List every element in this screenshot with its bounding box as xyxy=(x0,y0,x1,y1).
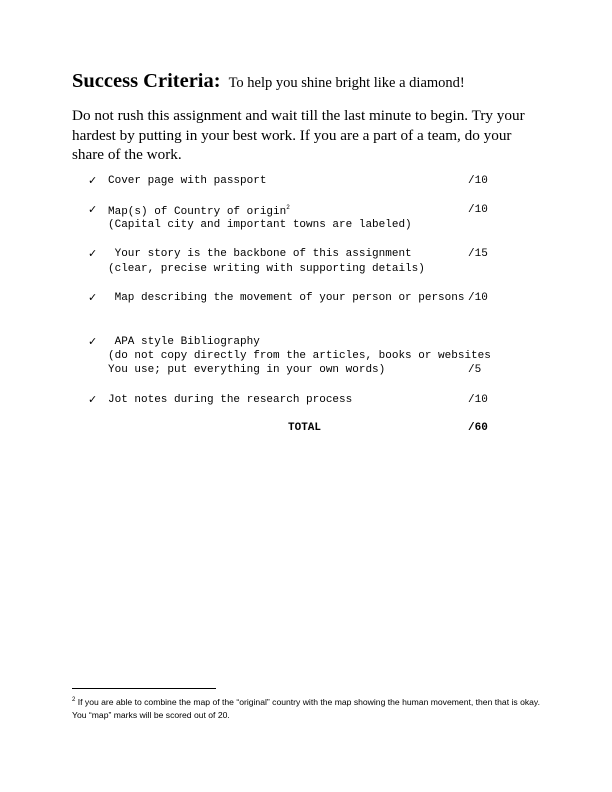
heading-subtitle: To help you shine bright like a diamond! xyxy=(228,75,465,91)
total-score: /60 xyxy=(468,422,488,434)
criteria-item-score: /15 xyxy=(468,248,488,260)
success-criteria-heading xyxy=(72,70,465,93)
criteria-item-text xyxy=(108,204,290,218)
total-label: TOTAL xyxy=(288,422,322,434)
criteria-item-detail: (Capital city and important towns are labeled) xyxy=(108,219,412,231)
criteria-item-score: /10 xyxy=(468,394,488,406)
footnote-text: If you are able to combine the map of the “original” country with the map showing the human movement, then that is okay. You “map” marks will be scored out of 20. xyxy=(72,697,540,720)
criteria-item-label: Map(s) of Country of origin xyxy=(108,206,287,218)
footnote-number: 2 xyxy=(72,697,76,703)
criteria-item-text: Cover page with passport xyxy=(108,175,267,187)
checkmark-icon: ✓ xyxy=(88,247,98,260)
criteria-item-text: Jot notes during the research process xyxy=(108,394,353,406)
footnote xyxy=(72,694,542,722)
footnote-separator xyxy=(72,688,216,689)
criteria-item-detail: (clear, precise writing with supporting details) xyxy=(108,263,425,275)
intro-paragraph: Do not rush this assignment and wait till the last minute to begin. Try your hardest by putting in your best work. If you are a part of a team, do your share of the work. xyxy=(72,107,525,163)
criteria-item-text: APA style Bibliography xyxy=(108,336,260,348)
criteria-item-detail: You use; put everything in your own words) xyxy=(108,364,386,376)
criteria-item-score: /10 xyxy=(468,204,488,216)
checkmark-icon: ✓ xyxy=(88,291,98,304)
checkmark-icon: ✓ xyxy=(88,174,98,187)
criteria-item-score: /10 xyxy=(468,292,488,304)
footnote-reference: 2 xyxy=(286,204,290,211)
heading-title: Success Criteria: xyxy=(72,70,221,92)
criteria-item-score: /5 xyxy=(468,364,482,376)
criteria-item-text: Your story is the backbone of this assignment xyxy=(108,248,412,260)
checkmark-icon: ✓ xyxy=(88,335,98,348)
checkmark-icon: ✓ xyxy=(88,393,98,406)
criteria-item-detail: (do not copy directly from the articles, books or websites xyxy=(108,350,491,362)
criteria-item-text: Map describing the movement of your person or persons xyxy=(108,292,465,304)
criteria-item-score: /10 xyxy=(468,175,488,187)
checkmark-icon: ✓ xyxy=(88,203,98,216)
